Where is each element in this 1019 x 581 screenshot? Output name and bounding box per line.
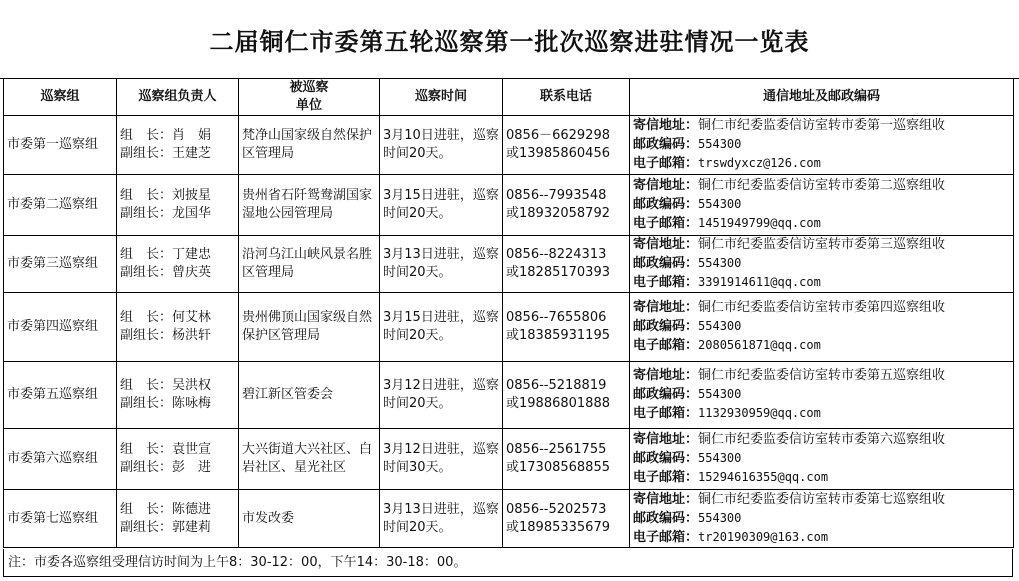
leader-cell [117,293,239,362]
address-cell [630,116,1014,175]
time-cell: 3月13日进驻，巡察时间20天。 [380,490,503,548]
email-value: 2080561871@qq.com [698,338,821,352]
leader-cell [117,429,239,490]
address-cell [630,175,1014,236]
address-label: 寄信地址： [633,491,699,507]
table-row [4,293,1014,362]
header-address: 通信地址及邮政编码 [630,79,1014,116]
email-label: 电子邮箱： [633,275,699,290]
phone-landline: 0856--8224313 [506,247,607,262]
deputy-name: 副组长：彭 进 [120,460,212,475]
phone-landline: 0856－6629298 [506,128,610,143]
postcode-label: 邮政编码： [633,197,699,212]
postcode-label: 邮政编码： [633,256,699,271]
address-label: 寄信地址： [633,368,699,383]
time-cell: 3月15日进驻，巡察时间20天。 [380,293,503,362]
phone-landline: 0856--2561755 [506,442,607,457]
table-row [4,236,1014,293]
email-value: 1132930959@qq.com [698,406,821,420]
postcode-value: 554300 [698,137,742,151]
address-cell [630,429,1014,490]
header-phone: 联系电话 [503,79,630,116]
email-label: 电子邮箱： [633,470,699,485]
phone-cell [503,293,630,362]
email-value: trswdyxcz@126.com [698,156,821,170]
email-value: 15294616355@qq.com [698,470,829,484]
address-value: 铜仁市纪委监委信访室转市委第五巡察组收 [698,368,946,383]
address-label: 寄信地址： [633,178,699,193]
address-cell [630,362,1014,429]
email-value: tr20190309@163.com [698,529,829,544]
time-cell: 3月13日进驻，巡察时间20天。 [380,236,503,293]
email-label: 电子邮箱： [633,338,699,353]
address-label: 寄信地址： [633,118,699,133]
address-label: 寄信地址： [633,432,699,447]
phone-landline: 0856--5218819 [506,378,607,393]
unit-cell: 大兴街道大兴社区、白岩社区、星光社区 [239,429,380,490]
inspection-table [3,78,1014,548]
phone-cell [503,175,630,236]
address-value: 铜仁市纪委监委信访室转市委第一巡察组收 [698,118,946,133]
leader-name: 组 长：吴洪权 [120,378,212,393]
address-cell [630,293,1014,362]
leader-name: 组 长：陈德进 [120,501,212,517]
table-title: 二届铜仁市委第五轮巡察第一批次巡察进驻情况一览表 [0,0,1019,79]
email-value: 3391914611@qq.com [698,275,821,289]
postcode-label: 邮政编码： [633,451,699,466]
email-label: 电子邮箱： [633,156,699,171]
time-cell: 3月12日进驻，巡察时间30天。 [380,429,503,490]
unit-cell: 贵州佛顶山国家级自然保护区管理局 [239,293,380,362]
email-label: 电子邮箱： [633,406,699,421]
phone-mobile: 或19886801888 [506,396,610,411]
postcode-value: 554300 [698,319,742,333]
table-row [4,429,1014,490]
deputy-name: 副组长：王建芝 [120,146,212,161]
postcode-label: 邮政编码： [633,137,699,152]
table-row [4,175,1014,236]
address-value: 铜仁市纪委监委信访室转市委第三巡察组收 [698,237,946,252]
deputy-name: 副组长：龙国华 [120,206,212,221]
phone-mobile: 或13985860456 [506,146,610,161]
phone-cell [503,490,630,548]
leader-name: 组 长：袁世宣 [120,442,212,457]
leader-cell [117,116,239,175]
group-cell: 市委第五巡察组 [4,362,117,429]
unit-cell: 沿河乌江山峡风景名胜区管理局 [239,236,380,293]
time-cell: 3月12日进驻，巡察时间20天。 [380,362,503,429]
phone-mobile: 或18385931195 [506,328,610,343]
phone-landline: 0856--5202573 [506,501,607,517]
phone-mobile: 或18932058792 [506,206,610,221]
postcode-label: 邮政编码： [633,387,699,402]
address-value: 铜仁市纪委监委信访室转市委第四巡察组收 [698,300,946,315]
deputy-name: 副组长：郭建莉 [120,519,212,535]
address-cell [630,236,1014,293]
header-leader: 巡察组负责人 [117,79,239,116]
deputy-name: 副组长：陈咏梅 [120,396,212,411]
unit-cell: 贵州省石阡鸳鸯湖国家湿地公园管理局 [239,175,380,236]
footnote: 注：市委各巡察组受理信访时间为上午8：30-12：00，下午14：30-18：00。 [3,549,1013,577]
postcode-label: 邮政编码： [633,319,699,334]
deputy-name: 副组长：曾庆英 [120,265,212,280]
address-label: 寄信地址： [633,237,699,252]
postcode-value: 554300 [698,451,742,465]
time-cell: 3月15日进驻，巡察时间20天。 [380,175,503,236]
leader-name: 组 长：刘披星 [120,188,212,203]
leader-cell [117,175,239,236]
leader-cell [117,236,239,293]
unit-cell: 市发改委 [239,490,380,548]
phone-mobile: 或18985335679 [506,519,610,535]
leader-cell [117,362,239,429]
address-value: 铜仁市纪委监委信访室转市委第六巡察组收 [698,432,946,447]
phone-landline: 0856--7655806 [506,310,607,325]
email-label: 电子邮箱： [633,529,699,545]
address-label: 寄信地址： [633,300,699,315]
table-row [4,362,1014,429]
table-row [4,116,1014,175]
unit-cell: 碧江新区管委会 [239,362,380,429]
leader-name: 组 长：肖 娟 [120,128,212,143]
postcode-value: 554300 [698,197,742,211]
leader-name: 组 长：何艾林 [120,310,212,325]
email-label: 电子邮箱： [633,216,699,231]
email-value: 1451949799@qq.com [698,216,821,230]
phone-mobile: 或17308568855 [506,460,610,475]
postcode-value: 554300 [698,510,742,525]
phone-cell [503,429,630,490]
group-cell: 市委第三巡察组 [4,236,117,293]
leader-cell [117,490,239,548]
header-row [4,79,1014,116]
leader-name: 组 长：丁建忠 [120,247,212,262]
phone-landline: 0856--7993548 [506,188,607,203]
header-time: 巡察时间 [380,79,503,116]
unit-cell: 梵净山国家级自然保护区管理局 [239,116,380,175]
header-unit: 被巡察 单位 [239,79,380,116]
phone-cell [503,236,630,293]
table-row [4,490,1014,548]
address-value: 铜仁市纪委监委信访室转市委第七巡察组收 [698,491,946,507]
phone-mobile: 或18285170393 [506,265,610,280]
group-cell: 市委第七巡察组 [4,490,117,548]
address-cell [630,490,1014,548]
postcode-value: 554300 [698,387,742,401]
time-cell: 3月10日进驻，巡察时间20天。 [380,116,503,175]
group-cell: 市委第二巡察组 [4,175,117,236]
group-cell: 市委第四巡察组 [4,293,117,362]
group-cell: 市委第六巡察组 [4,429,117,490]
group-cell: 市委第一巡察组 [4,116,117,175]
header-group: 巡察组 [4,79,117,116]
phone-cell [503,116,630,175]
postcode-label: 邮政编码： [633,510,699,526]
deputy-name: 副组长：杨洪轩 [120,328,212,343]
phone-cell [503,362,630,429]
postcode-value: 554300 [698,256,742,270]
address-value: 铜仁市纪委监委信访室转市委第二巡察组收 [698,178,946,193]
